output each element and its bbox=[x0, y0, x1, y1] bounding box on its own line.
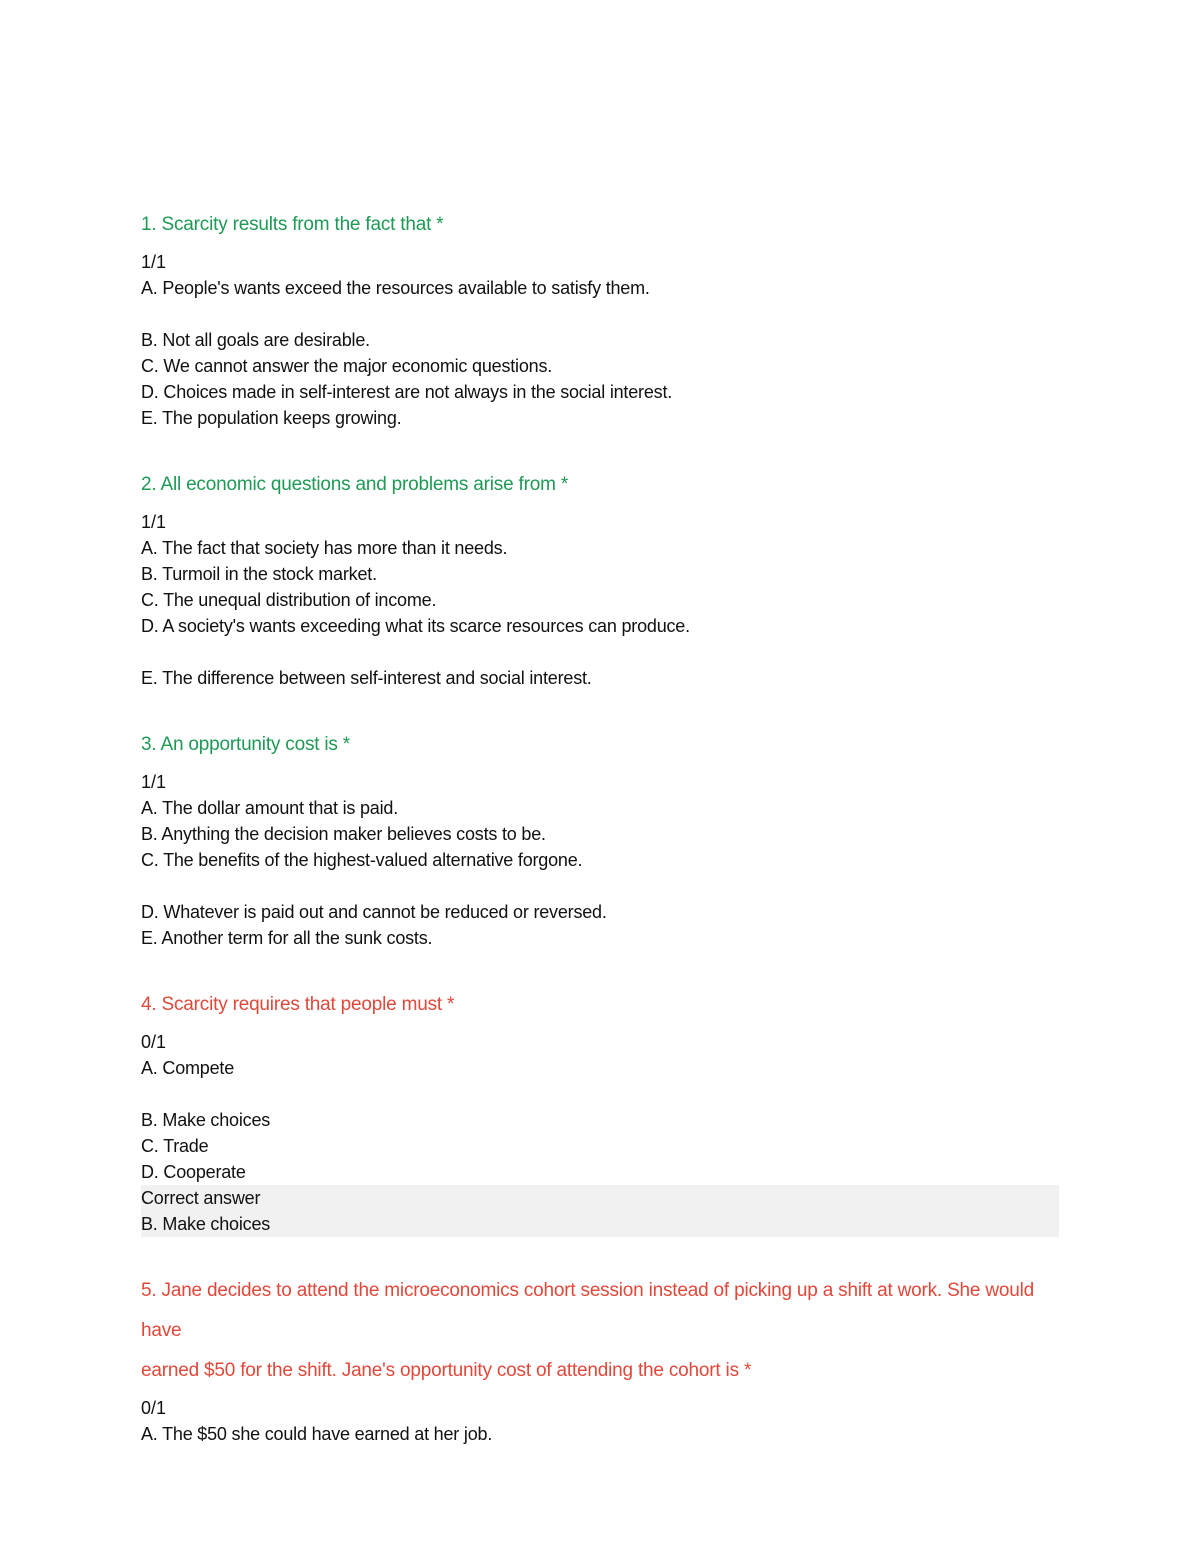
answer-option: D. A society's wants exceeding what its scarce resources can produce. bbox=[141, 616, 690, 636]
answer-option: D. Choices made in self-interest are not always in the social interest. bbox=[141, 382, 673, 402]
answer-option: B. Anything the decision maker believes costs to be. bbox=[141, 824, 546, 844]
answer-option: E. Another term for all the sunk costs. bbox=[141, 928, 433, 948]
answer-option: A. People's wants exceed the resources available to satisfy them. bbox=[141, 278, 650, 298]
question-5 bbox=[141, 1271, 1059, 1447]
answer-option: C. Trade bbox=[141, 1136, 209, 1156]
answer-option: C. We cannot answer the major economic questions. bbox=[141, 356, 553, 376]
answer-option: A. The dollar amount that is paid. bbox=[141, 798, 399, 818]
question-2 bbox=[141, 465, 1059, 691]
question-score: 1/1 bbox=[141, 772, 167, 792]
answer-option: B. Make choices bbox=[141, 1110, 271, 1130]
answer-option: A. The $50 she could have earned at her job. bbox=[141, 1424, 493, 1444]
question-3 bbox=[141, 725, 1059, 951]
quiz-review bbox=[141, 205, 1059, 1447]
question-title: 2. All economic questions and problems arise from * bbox=[141, 474, 569, 495]
question-score: 0/1 bbox=[141, 1398, 167, 1418]
answer-option: C. The unequal distribution of income. bbox=[141, 590, 437, 610]
answer-option: A. The fact that society has more than it needs. bbox=[141, 538, 508, 558]
answer-option: E. The population keeps growing. bbox=[141, 408, 402, 428]
answer-option: B. Not all goals are desirable. bbox=[141, 330, 370, 350]
question-4 bbox=[141, 985, 1059, 1237]
answer-option: D. Whatever is paid out and cannot be reduced or reversed. bbox=[141, 902, 607, 922]
answer-option: C. The benefits of the highest-valued alternative forgone. bbox=[141, 850, 583, 870]
question-score: 1/1 bbox=[141, 252, 167, 272]
question-title-line-1: 5. Jane decides to attend the microeconomics cohort session instead of picking up a shift at work. She would have bbox=[141, 1280, 1035, 1341]
answer-option: A. Compete bbox=[141, 1058, 235, 1078]
correct-answer-value: B. Make choices bbox=[141, 1214, 271, 1234]
question-title-line-2: earned $50 for the shift. Jane's opportunity cost of attending the cohort is * bbox=[141, 1360, 752, 1381]
question-title: 3. An opportunity cost is * bbox=[141, 734, 350, 755]
question-score: 1/1 bbox=[141, 512, 167, 532]
question-title: 4. Scarcity requires that people must * bbox=[141, 994, 455, 1015]
answer-option: D. Cooperate bbox=[141, 1162, 246, 1182]
correct-answer-label: Correct answer bbox=[141, 1188, 261, 1208]
question-title: 1. Scarcity results from the fact that * bbox=[141, 214, 444, 235]
question-1 bbox=[141, 205, 1059, 431]
correct-answer-box bbox=[141, 1185, 1059, 1237]
answer-option: E. The difference between self-interest and social interest. bbox=[141, 668, 592, 688]
answer-option: B. Turmoil in the stock market. bbox=[141, 564, 377, 584]
question-score: 0/1 bbox=[141, 1032, 167, 1052]
